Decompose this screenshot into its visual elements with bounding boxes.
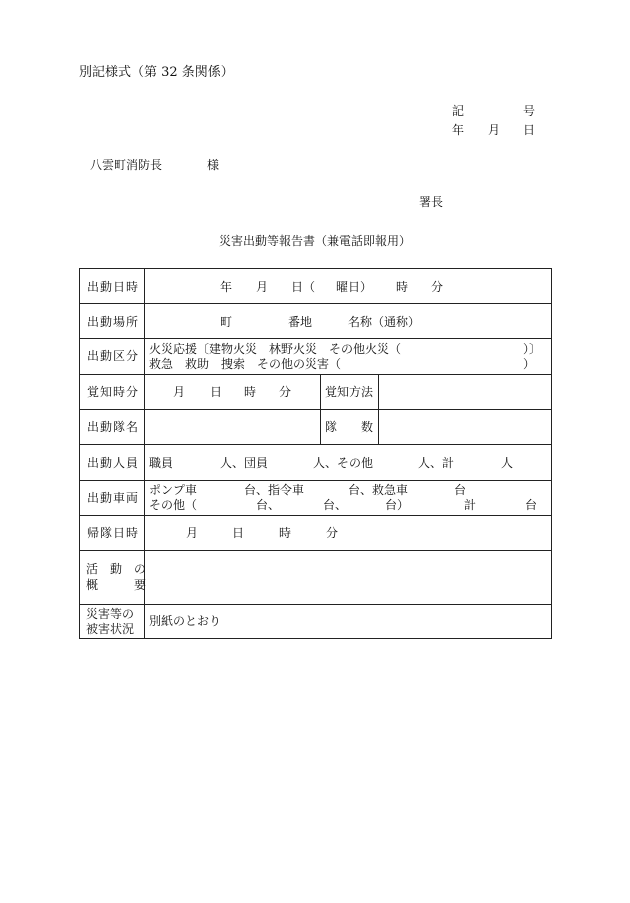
damage-value: 別紙のとおり: [149, 614, 222, 628]
vehicle-total: 計: [464, 498, 477, 512]
row-divider: [80, 303, 551, 304]
label-damage-line1: 災害等の: [86, 607, 135, 621]
label-damage-line2: 被害状況: [86, 622, 135, 636]
awareness-hour: 時: [244, 385, 257, 399]
label-dispatch-datetime: 出動日時: [87, 280, 140, 294]
month-label: 月: [488, 123, 501, 137]
return-month: 月: [186, 526, 199, 540]
vehicle-other-unit2: 台、: [323, 498, 348, 512]
unit-count-label: 隊 数: [325, 420, 374, 434]
personnel-staff: 職員: [149, 456, 174, 470]
dispatch-year: 年: [220, 280, 233, 294]
number-label: 号: [523, 104, 536, 118]
place-name: 名称（通称）: [348, 315, 421, 329]
vehicle-command: 台、指令車: [244, 483, 305, 497]
label-dispatch-place: 出動場所: [87, 315, 140, 329]
category-rescue-line: 救急 救助 捜索 その他の災害（: [149, 357, 342, 371]
label-return-datetime: 帰隊日時: [87, 526, 140, 540]
dispatch-day: 日（: [291, 280, 316, 294]
dispatch-minute: 分: [431, 280, 444, 294]
awareness-minute: 分: [279, 385, 292, 399]
place-town: 町: [220, 315, 233, 329]
label-activity-line1: 活 動 の: [86, 562, 147, 576]
category-fire-line: 火災応援〔建物火災 林野火災 その他火災（: [149, 342, 402, 356]
report-title: 災害出動等報告書（兼電話即報用）: [219, 234, 412, 248]
place-lot: 番地: [288, 315, 313, 329]
form-style-title: 別記様式（第 32 条関係）: [79, 65, 234, 80]
record-label: 記: [452, 104, 465, 118]
vehicle-other: その他（: [149, 498, 198, 512]
return-minute: 分: [326, 526, 339, 540]
row-divider: [80, 550, 551, 551]
vehicle-ambulance-unit: 台: [454, 483, 467, 497]
addressee: 八雲町消防長: [90, 158, 163, 172]
day-label: 日: [523, 123, 536, 137]
dispatch-hour: 時: [396, 280, 409, 294]
row-divider: [80, 338, 551, 339]
awareness-method-label: 覚知方法: [325, 385, 374, 399]
label-awareness-time: 覚知時分: [87, 385, 140, 399]
return-hour: 時: [279, 526, 292, 540]
row-divider: [80, 515, 551, 516]
row-divider: [80, 409, 551, 410]
category-rescue-close: ）: [523, 357, 536, 371]
vehicle-total-unit: 台: [525, 498, 538, 512]
label-personnel: 出動人員: [87, 456, 140, 470]
category-fire-close: ）〕: [523, 342, 542, 356]
report-table: [79, 268, 552, 639]
row-divider: [80, 480, 551, 481]
return-day: 日: [232, 526, 245, 540]
awareness-month: 月: [173, 385, 186, 399]
row-divider: [80, 444, 551, 445]
awareness-day: 日: [210, 385, 223, 399]
label-unit-name: 出動隊名: [87, 420, 140, 434]
honorific: 様: [207, 158, 220, 172]
personnel-other: 人、その他: [313, 456, 374, 470]
dispatch-month: 月: [256, 280, 269, 294]
row-divider: [80, 604, 551, 605]
vehicle-pump: ポンプ車: [149, 483, 198, 497]
personnel-total: 人、計: [418, 456, 455, 470]
inner-column-divider: [378, 374, 379, 444]
personnel-total-unit: 人: [501, 456, 514, 470]
personnel-volunteer: 人、団員: [220, 456, 269, 470]
vehicle-ambulance: 台、救急車: [348, 483, 409, 497]
label-activity-line2: 概 要: [86, 578, 147, 592]
vehicle-other-unit3: 台）: [385, 498, 410, 512]
sender-title: 署長: [419, 195, 444, 209]
year-label: 年: [452, 123, 465, 137]
dispatch-weekday: 曜日）: [336, 280, 373, 294]
label-vehicles: 出動車両: [87, 491, 140, 505]
inner-column-divider: [320, 374, 321, 444]
vehicle-other-unit1: 台、: [256, 498, 281, 512]
row-divider: [80, 374, 551, 375]
label-dispatch-category: 出動区分: [87, 349, 140, 363]
